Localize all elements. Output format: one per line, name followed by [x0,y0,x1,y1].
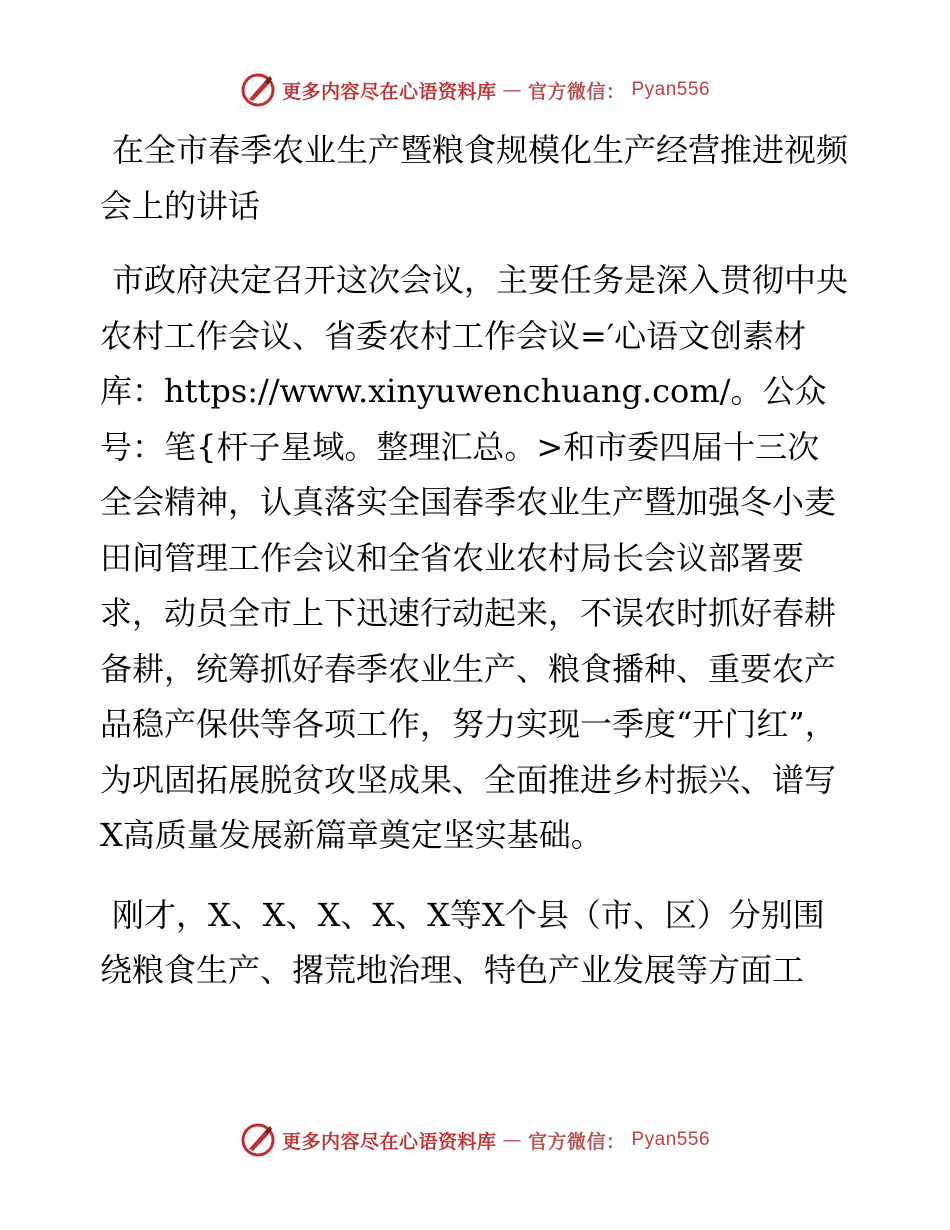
header-watermark [0,70,950,110]
watermark-wechat-label: 官方微信： [527,1130,626,1153]
watermark-wechat-label: 官方微信： [527,80,626,103]
watermark-dash: — [502,1129,522,1151]
watermark-main-text: 更多内容尽在心语资料库 [281,1130,497,1153]
brand-logo-icon [240,1122,276,1158]
watermark-wechat-handle: Pyan556 [631,1129,711,1150]
footer-watermark [0,1120,950,1160]
paragraph-1: 市政府决定召开这次会议，主要任务是深入贯彻中央农村工作会议、省委农村工作会议=′心语文创素材库：https://www.xinyuwenchuang.com/。公众号：笔{杆子星域。整理汇总。>和市委四届十三次全会精神，认真落实全国春季农业生产暨加强冬小麦田间管理工作会议和全省农业农村局长会议部署要求，动员全市上下迅速行动起来，不误农时抓好春耕备耕，统筹抓好春季农业生产、粮食播种、重要农产品稳产保供等各项工作，努力实现一季度“开门红”，为巩固拓展脱贫攻坚成果、全面推进乡村振兴、谱写X高质量发展新篇章奠定坚实基础。 [100,261,849,854]
watermark-main-text: 更多内容尽在心语资料库 [281,80,497,103]
brand-logo-icon [240,72,276,108]
paragraph-2: 刚才，X、X、X、X、X等X个县（市、区）分别围绕粮食生产、撂荒地治理、特色产业发展等方面工 [100,895,825,989]
document-body [100,122,850,999]
watermark-dash: — [502,79,522,101]
document-title: 在全市春季农业生产暨粮食规模化生产经营推进视频会上的讲话 [100,131,849,225]
watermark-wechat-handle: Pyan556 [631,79,711,100]
